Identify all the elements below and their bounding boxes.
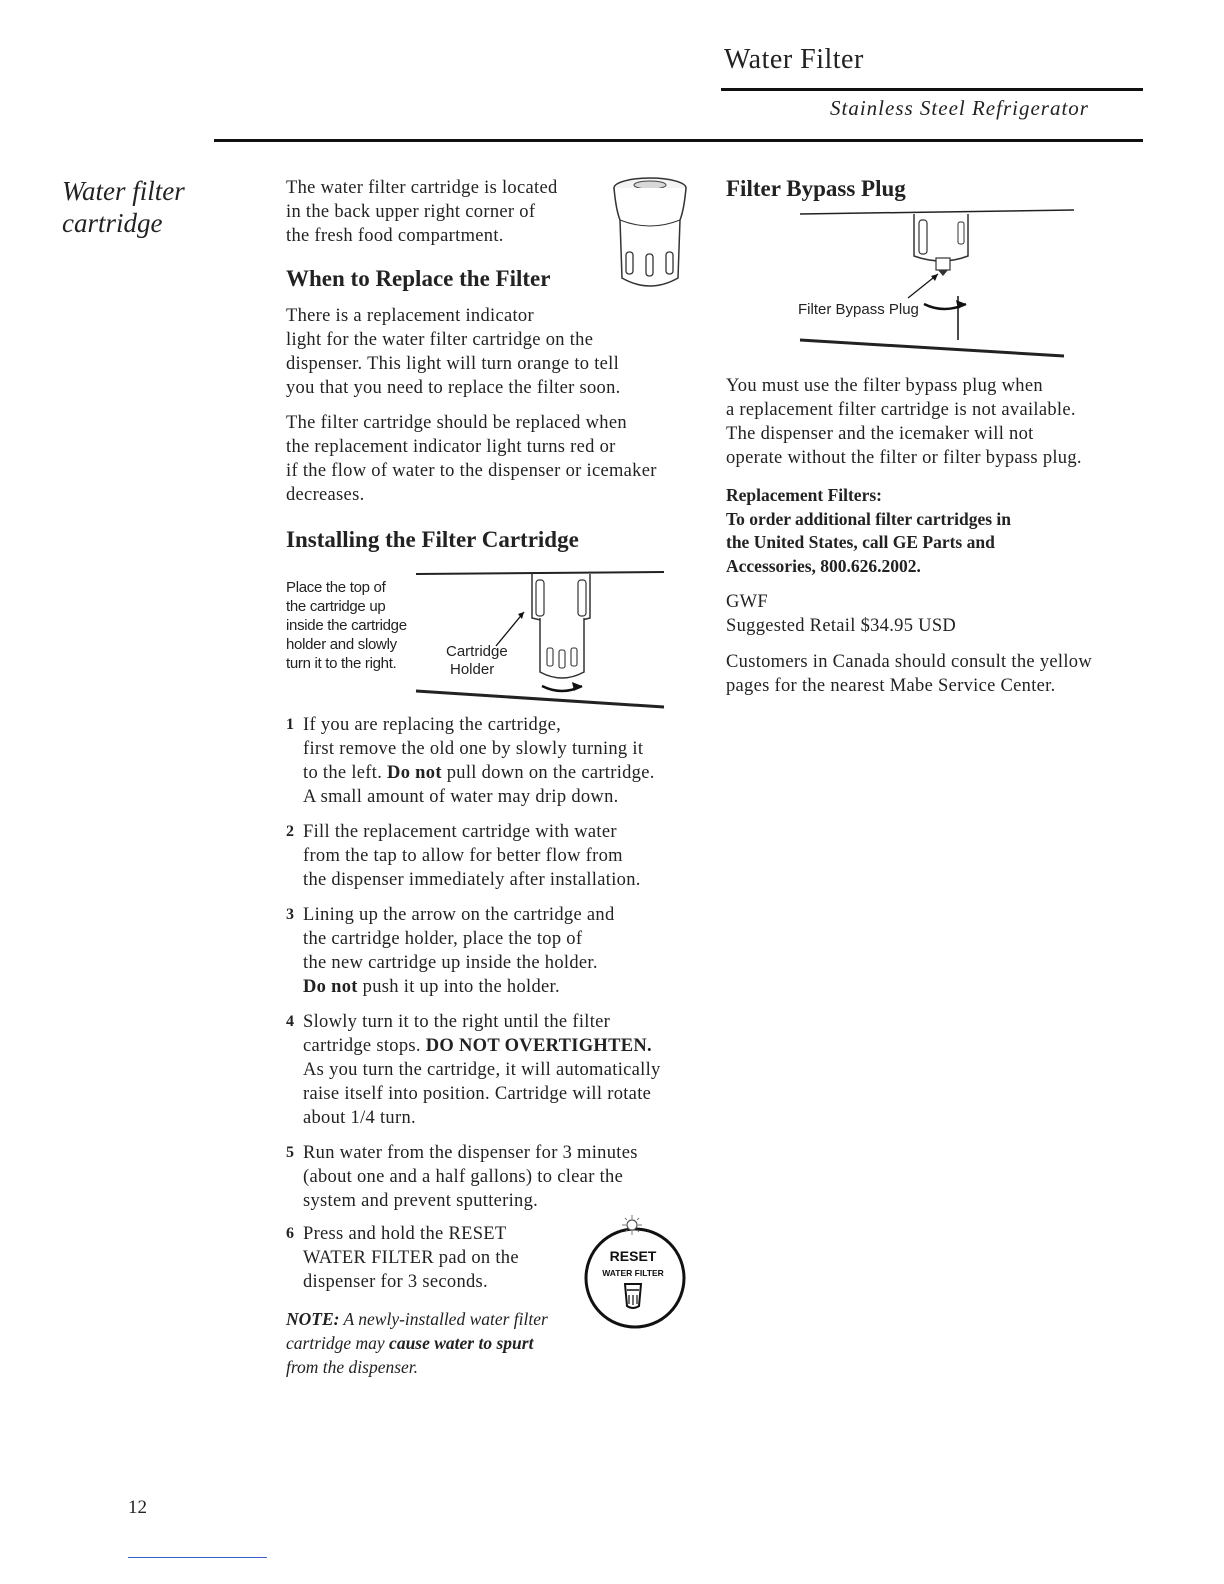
text-line: pages for the nearest Mabe Service Center. <box>726 676 1056 696</box>
reset-water-filter-pad-illustration <box>580 1210 692 1332</box>
text-line: Lining up the arrow on the cartridge and <box>303 905 615 925</box>
caption-line: the cartridge up <box>286 598 386 615</box>
filter-model-number: GWF <box>726 592 769 612</box>
install-step-5 <box>286 1141 706 1213</box>
text-line: Do not push it up into the holder. <box>303 977 560 997</box>
page-header-title: Water Filter <box>724 44 864 75</box>
text-line: system and prevent sputtering. <box>303 1191 539 1211</box>
cartridge-holder-label-line-1: Cartridge <box>446 643 508 660</box>
text-line: To order additional filter cartridges in <box>726 508 1012 529</box>
install-step-6 <box>286 1222 586 1294</box>
text-line: light for the water filter cartridge on the <box>286 330 594 350</box>
text-line: (about one and a half gallons) to clear the <box>303 1167 624 1187</box>
page-header-subtitle: Stainless Steel Refrigerator <box>830 96 1089 120</box>
emphasis-text: cause water to spurt <box>389 1333 534 1353</box>
reset-label: RESET <box>609 1248 657 1264</box>
step-number: 1 <box>286 716 295 733</box>
text-line: You must use the filter bypass plug when <box>726 376 1043 396</box>
filter-bypass-plug-illustration <box>798 200 1080 362</box>
text-line: about 1/4 turn. <box>303 1108 416 1128</box>
text-line: Accessories, 800.626.2002. <box>726 555 921 576</box>
header-divider <box>721 88 1143 91</box>
section-title: Water filter cartridge <box>62 176 185 238</box>
text-line: Customers in Canada should consult the yellow <box>726 652 1092 672</box>
text-line: A small amount of water may drip down. <box>303 787 619 807</box>
section-divider <box>214 139 1143 142</box>
filter-bypass-plug-label: Filter Bypass Plug <box>798 301 919 318</box>
filter-bypass-plug-heading: Filter Bypass Plug <box>726 176 906 201</box>
when-to-replace-paragraph-2 <box>286 411 706 507</box>
text-line: dispenser for 3 seconds. <box>303 1272 488 1292</box>
step-number: 2 <box>286 823 295 840</box>
text-line: in the back upper right corner of <box>286 202 536 222</box>
emphasis-text: Do not <box>387 763 442 783</box>
water-filter-label: WATER FILTER <box>602 1268 664 1278</box>
installing-heading: Installing the Filter Cartridge <box>286 527 579 552</box>
suggested-retail-price: Suggested Retail $34.95 USD <box>726 616 957 636</box>
text-line: the United States, call GE Parts and <box>726 532 995 552</box>
text-line: the cartridge holder, place the top of <box>303 929 583 949</box>
note-line: NOTE: A newly-installed water filter <box>286 1309 548 1329</box>
intro-paragraph <box>286 176 606 248</box>
install-step-3 <box>286 903 706 999</box>
replacement-filters-info <box>726 484 1146 578</box>
cartridge-holder-illustration <box>412 560 672 715</box>
text-line: the dispenser immediately after installation. <box>303 870 641 890</box>
filter-cartridge-illustration <box>606 170 696 300</box>
step-number: 3 <box>286 906 295 923</box>
text-line: a replacement filter cartridge is not available. <box>726 400 1076 420</box>
text-line: from the tap to allow for better flow from <box>303 846 623 866</box>
caption-line: holder and slowly <box>286 636 397 653</box>
text-line: to the left. Do not pull down on the cartridge. <box>303 763 655 783</box>
text-line: The filter cartridge should be replaced when <box>286 413 627 433</box>
text-line: first remove the old one by slowly turning it <box>303 739 644 759</box>
caption-line: inside the cartridge <box>286 617 407 634</box>
text-line: As you turn the cartridge, it will automatically <box>303 1060 661 1080</box>
text-line: dispenser. This light will turn orange to tell <box>286 354 620 374</box>
emphasis-text: NOTE: <box>286 1309 340 1329</box>
install-step-1 <box>286 713 706 809</box>
when-to-replace-heading: When to Replace the Filter <box>286 266 551 291</box>
text-line: Slowly turn it to the right until the filter <box>303 1012 611 1032</box>
step-number: 4 <box>286 1013 295 1030</box>
note-line: from the dispenser. <box>286 1357 419 1377</box>
text-line: raise itself into position. Cartridge will rotate <box>303 1084 652 1104</box>
emphasis-text: DO NOT OVERTIGHTEN. <box>425 1036 652 1056</box>
text-line: cartridge stops. DO NOT OVERTIGHTEN. <box>303 1036 652 1056</box>
page-number: 12 <box>128 1497 147 1518</box>
install-step-4 <box>286 1010 706 1130</box>
text-line: Fill the replacement cartridge with water <box>303 822 617 842</box>
text-line: There is a replacement indicator <box>286 306 534 326</box>
text-line: The water filter cartridge is located <box>286 178 558 198</box>
text-line: Press and hold the RESET <box>303 1224 507 1244</box>
installing-figure-caption <box>286 578 426 673</box>
step-number: 6 <box>286 1225 295 1242</box>
text-line: the new cartridge up inside the holder. <box>303 953 598 973</box>
text-line: operate without the filter or filter bypass plug. <box>726 448 1082 468</box>
step-number: 5 <box>286 1144 295 1161</box>
text-line: Run water from the dispenser for 3 minutes <box>303 1143 638 1163</box>
text-line: the replacement indicator light turns red or <box>286 437 616 457</box>
text-line: If you are replacing the cartridge, <box>303 715 562 735</box>
bottom-rule <box>128 1557 267 1558</box>
text-line: the fresh food compartment. <box>286 226 504 246</box>
caption-line: turn it to the right. <box>286 655 397 672</box>
text-line: decreases. <box>286 485 365 505</box>
text-line: if the flow of water to the dispenser or icemaker <box>286 461 657 481</box>
installation-note <box>286 1307 586 1379</box>
text-line: The dispenser and the icemaker will not <box>726 424 1034 444</box>
bypass-paragraph <box>726 374 1146 470</box>
install-step-2 <box>286 820 706 892</box>
text-line: you that you need to replace the filter soon. <box>286 378 621 398</box>
caption-line: Place the top of <box>286 579 386 596</box>
text-line: Replacement Filters: <box>726 485 882 505</box>
when-to-replace-paragraph-1 <box>286 304 706 400</box>
text-line: WATER FILTER pad on the <box>303 1248 519 1268</box>
cartridge-holder-label-line-2: Holder <box>450 661 495 678</box>
emphasis-text: Do not <box>303 977 358 997</box>
canada-customers-paragraph <box>726 650 1166 698</box>
note-line: cartridge may cause water to spurt <box>286 1333 534 1353</box>
